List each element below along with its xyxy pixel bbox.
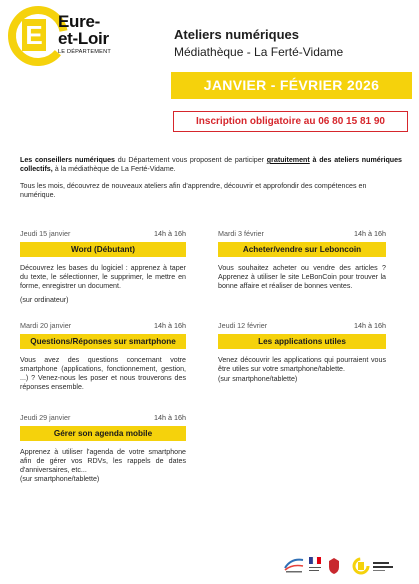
- intro-underline: gratuitement: [266, 156, 310, 164]
- registration-notice: Inscription obligatoire au 06 80 15 81 90: [173, 111, 408, 132]
- workshop-title: Les applications utiles: [218, 334, 386, 349]
- workshop-date: Jeudi 12 février: [218, 321, 268, 330]
- intro-mid: du Département vous proposent de participer: [115, 156, 267, 164]
- workshop-note: (sur ordinateur): [20, 296, 69, 304]
- departement-logo: [327, 557, 341, 575]
- republique-francaise-logo: [308, 556, 324, 576]
- venue-name: Médiathèque - La Ferté-Vidame: [174, 45, 344, 59]
- workshop-title: Questions/Réponses sur smartphone: [20, 334, 186, 349]
- brand-name-line1: Eure-: [58, 12, 100, 31]
- workshop-note: (sur smartphone/tablette): [218, 375, 298, 383]
- eure-et-loir-small-logo: [352, 556, 398, 576]
- intro-bold-b: à des ateliers numériques collectifs,: [20, 156, 403, 173]
- intro-paragraph: [20, 156, 402, 174]
- workshop-title: Word (Débutant): [20, 242, 186, 257]
- workshop-date: Mardi 3 février: [218, 229, 264, 238]
- workshop-time: 14h à 16h: [154, 321, 186, 330]
- workshop-description: Vous avez des questions concernant votre smartphone (applications, fonctionnement, gestion, ...) ? Venez-nous les poser et nous trouverons des réponses ensemble.: [20, 356, 186, 391]
- workshop-note: (sur smartphone/tablette): [20, 475, 100, 483]
- workshop-description: Vous souhaitez acheter ou vendre des articles ? Apprenez à utiliser le site LeBonCoin pour trouver la bonne affaire et réaliser de bonnes ventes.: [218, 264, 386, 290]
- intro-bold-a: Les conseillers numériques: [20, 156, 116, 164]
- workshop-description: Venez découvrir les applications qui pourraient vous être utiles sur votre smartphone/tablette.: [218, 356, 386, 373]
- workshop-title: Acheter/vendre sur Leboncoin: [218, 242, 386, 257]
- brand-name-line2: et-Loir: [58, 29, 109, 48]
- workshop-description: Apprenez à utiliser l'agenda de votre smartphone afin de gérer vos RDVs, les rappels de dates d'anniversaires, etc...: [20, 448, 186, 474]
- workshop-date: Jeudi 29 janvier: [20, 413, 71, 422]
- intro-paragraph-2: Tous les mois, découvrez de nouveaux ateliers afin d'apprendre, découvrir et approfondir des compétences en numérique.: [20, 182, 367, 199]
- workshop-date: Mardi 20 janvier: [20, 321, 72, 330]
- workshop-time: 14h à 16h: [154, 229, 186, 238]
- page-title: Ateliers numériques: [174, 27, 299, 42]
- workshop-date: Jeudi 15 janvier: [20, 229, 71, 238]
- logo-letter-e: E: [22, 19, 46, 51]
- workshop-description: Découvrez les bases du logiciel : apprenez à taper du texte, le sélectionner, le supprimer, le mettre en forme, enregistrer un document.: [20, 264, 186, 290]
- workshop-time: 14h à 16h: [154, 413, 186, 422]
- brand-subtitle: LE DÉPARTEMENT: [58, 49, 111, 55]
- period-text: JANVIER - FÉVRIER 2026: [203, 77, 380, 93]
- workshop-time: 14h à 16h: [354, 321, 386, 330]
- workshop-title: Gérer son agenda mobile: [20, 426, 186, 441]
- intro-end: à la médiathèque de La Ferté-Vidame.: [52, 164, 176, 173]
- france-services-logo: [283, 556, 305, 574]
- workshop-time: 14h à 16h: [354, 229, 386, 238]
